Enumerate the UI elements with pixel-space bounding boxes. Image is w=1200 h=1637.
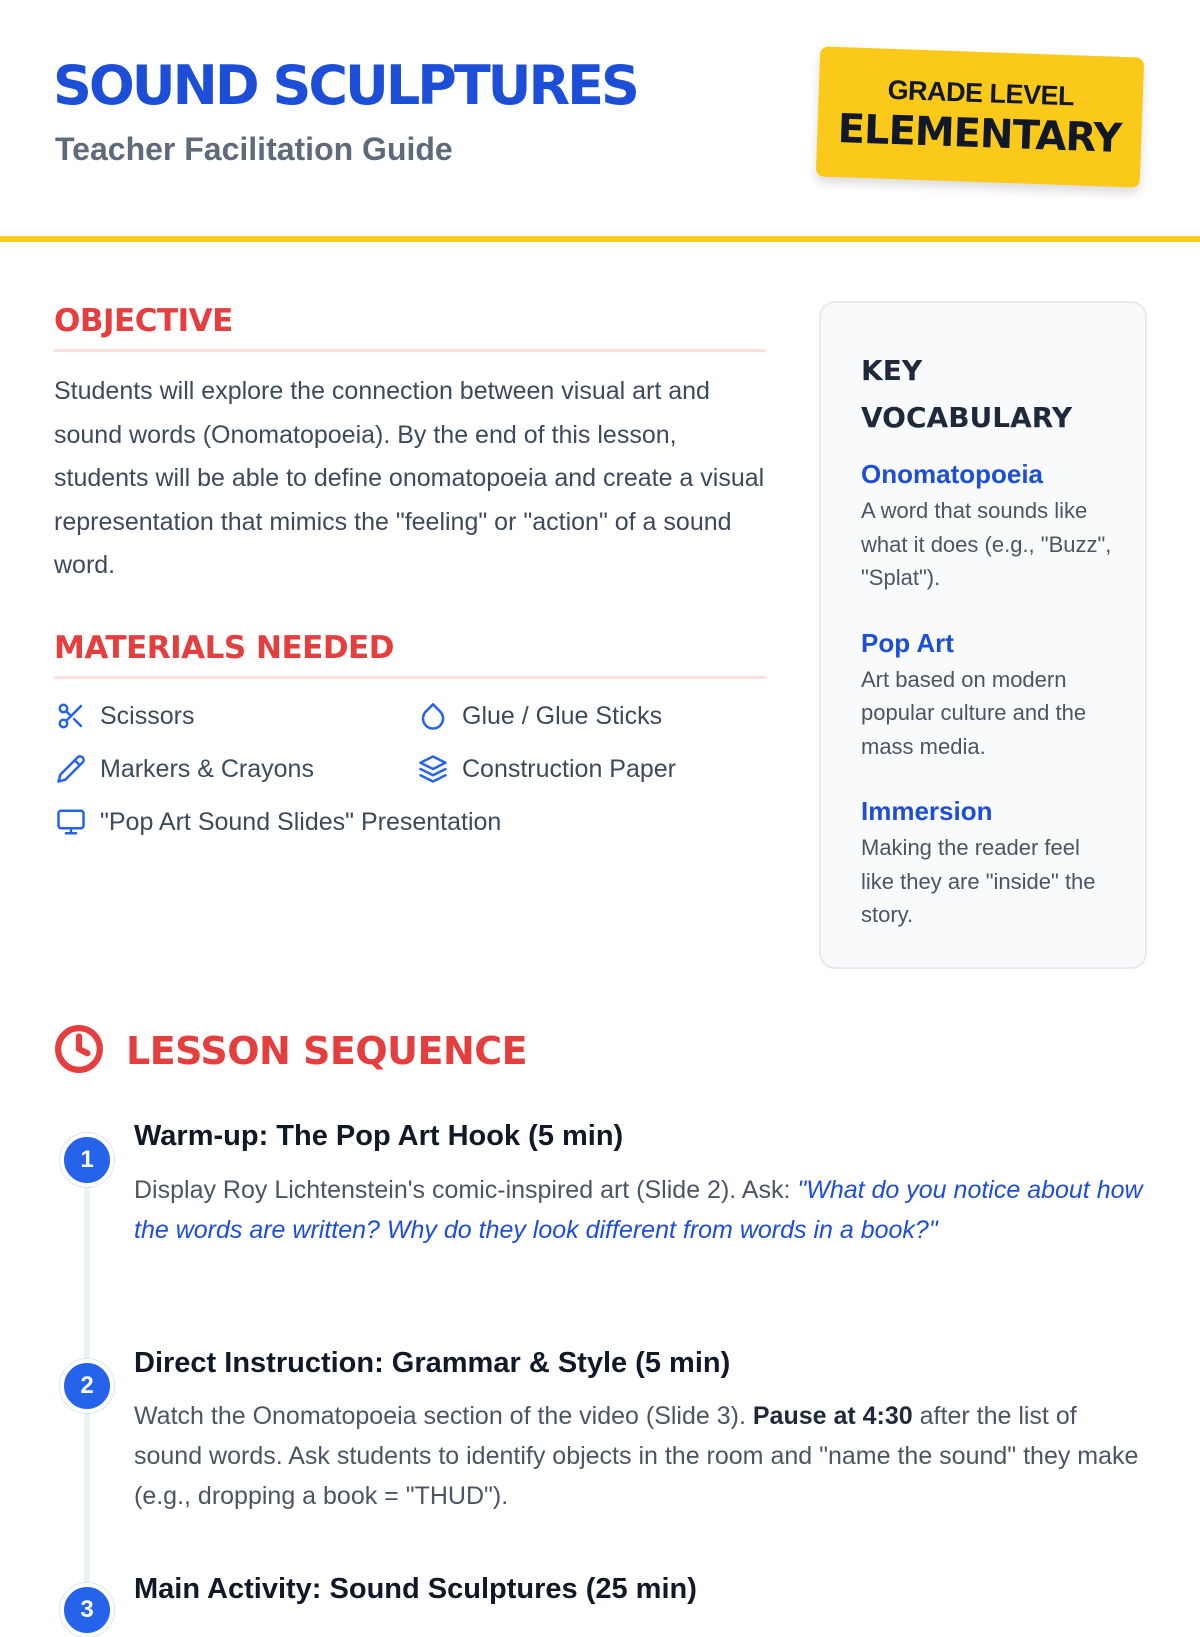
clock-icon bbox=[54, 1024, 104, 1079]
step-text: Display Roy Lichtenstein's comic-inspired art (Slide 2). Ask: bbox=[134, 1176, 798, 1204]
materials-heading: MATERIALS NEEDED bbox=[54, 630, 766, 679]
step-title: Main Activity: Sound Sculptures (25 min) bbox=[134, 1573, 697, 1605]
step-question: "What do you notice about how the words are written? Why do they look different from words in a book?" bbox=[134, 1176, 1143, 1244]
material-label: "Pop Art Sound Slides" Presentation bbox=[100, 807, 502, 836]
step-text: Watch the Onomatopoeia section of the video (Slide 3). bbox=[134, 1402, 753, 1430]
grade-level-value: ELEMENTARY bbox=[836, 106, 1122, 162]
step-title: Warm-up: The Pop Art Hook (5 min) bbox=[134, 1120, 624, 1152]
material-item bbox=[416, 749, 676, 789]
monitor-icon bbox=[54, 805, 88, 839]
lesson-sequence-header bbox=[54, 1024, 527, 1078]
objective-heading: OBJECTIVE bbox=[54, 303, 766, 352]
vocabulary-term bbox=[861, 625, 1115, 764]
material-label: Markers & Crayons bbox=[100, 754, 314, 783]
step-number-badge: 3 bbox=[60, 1583, 114, 1637]
step-title: Direct Instruction: Grammar & Style (5 min) bbox=[134, 1347, 731, 1379]
page-subtitle: Teacher Facilitation Guide bbox=[55, 131, 453, 167]
vocabulary-term bbox=[861, 793, 1115, 932]
material-label: Glue / Glue Sticks bbox=[462, 701, 663, 730]
material-item bbox=[416, 696, 662, 736]
term-definition: Making the reader feel like they are "inside" the story. bbox=[861, 835, 1096, 927]
step-text: after the list of sound words. Ask students to identify objects in the room and "name the sound" they make (e.g., dropping a book = "THUD"). bbox=[134, 1402, 1139, 1510]
material-item bbox=[54, 749, 314, 789]
vocabulary-title: KEY VOCABULARY bbox=[861, 354, 1073, 434]
material-item bbox=[54, 802, 501, 842]
grade-level-badge bbox=[816, 46, 1144, 187]
droplet-icon bbox=[416, 699, 450, 733]
term-definition: A word that sounds like what it does (e.g., "Buzz", "Splat"). bbox=[861, 498, 1112, 590]
step-emphasis: Pause at 4:30 bbox=[752, 1402, 913, 1430]
materials-list bbox=[54, 696, 774, 866]
objective-text: Students will explore the connection between visual art and sound words (Onomatopoeia). By the end of this lesson, students will be able to define onomatopoeia and create a visual representation that mimics the "feeling" or "action" of a sound word. bbox=[54, 377, 765, 579]
vocabulary-list bbox=[861, 456, 1115, 932]
page-header bbox=[0, 0, 1200, 242]
step-number-badge: 2 bbox=[60, 1359, 114, 1413]
lesson-sequence-title: LESSON SEQUENCE bbox=[126, 1029, 528, 1073]
pencil-icon bbox=[54, 752, 88, 786]
term-name: Immersion bbox=[861, 796, 993, 826]
scissors-icon bbox=[54, 699, 88, 733]
material-label: Scissors bbox=[100, 701, 195, 730]
step-description bbox=[134, 1396, 1146, 1516]
key-vocabulary-card bbox=[819, 301, 1147, 969]
layers-icon bbox=[416, 752, 450, 786]
step-number-badge: 1 bbox=[60, 1133, 114, 1187]
step-description bbox=[134, 1170, 1146, 1250]
term-definition: Art based on modern popular culture and the mass media. bbox=[861, 666, 1087, 759]
material-label: Construction Paper bbox=[462, 754, 677, 783]
vocabulary-term bbox=[861, 456, 1115, 595]
material-item bbox=[54, 696, 194, 736]
grade-level-label: GRADE LEVEL bbox=[887, 74, 1075, 112]
term-name: Onomatopoeia bbox=[861, 459, 1044, 489]
page-title: SOUND SCULPTURES bbox=[53, 54, 637, 117]
term-name: Pop Art bbox=[861, 627, 954, 658]
